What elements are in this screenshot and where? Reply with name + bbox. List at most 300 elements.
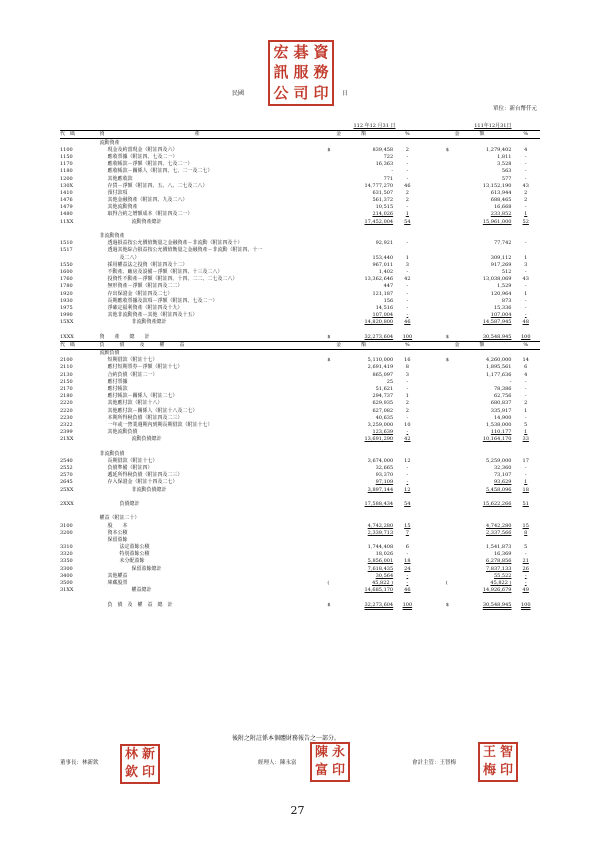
amount-prior: 873: [501, 297, 512, 304]
table-row: [60, 371, 540, 378]
currency-symbol: [446, 175, 455, 182]
amount-current: 32,273,604: [364, 333, 394, 340]
pct-current: 46: [404, 319, 411, 326]
currency-symbol: [446, 190, 455, 197]
row-label: 保留盈餘總計: [131, 565, 162, 572]
gap: [422, 371, 446, 378]
pct-current: 7: [405, 529, 409, 536]
currency-symbol: [327, 486, 336, 493]
amount-prior: 309,112: [490, 254, 512, 261]
pct-current: 100: [402, 333, 413, 340]
amount-prior: 15,961,000: [482, 218, 512, 225]
pct-prior: -: [524, 168, 527, 175]
title-right: 日: [341, 90, 348, 97]
amount-current: 40,635: [375, 414, 394, 421]
currency-symbol: [327, 587, 336, 594]
row-code: 2170: [60, 385, 73, 392]
amount-current: 2,691,419: [367, 364, 394, 371]
pct-current: -: [406, 378, 409, 385]
pct-current: [393, 537, 421, 544]
currency-symbol: [327, 386, 336, 393]
currency-symbol: [327, 429, 336, 436]
amount-prior: 14,900: [493, 414, 512, 421]
row-label: 非流動資產: [99, 233, 125, 239]
amount-prior: [454, 537, 511, 544]
gap: [422, 551, 446, 558]
gap: [422, 364, 446, 371]
amount-current: 92,921: [375, 240, 394, 247]
amount-current: 17,452,004: [364, 218, 394, 225]
amount-current: 13,362,646: [364, 276, 394, 283]
pct-current: 15: [404, 522, 411, 529]
currency-symbol: [327, 371, 336, 378]
amount-prior: 688,465: [490, 197, 512, 204]
pct-prior: 1: [524, 290, 528, 297]
amount-prior: [454, 515, 511, 522]
row-code: 3350: [60, 558, 73, 565]
gap: [422, 290, 446, 297]
row-label: 一年或一營業週期內到期長期借款（附註十七）: [107, 421, 213, 428]
currency-symbol: [327, 530, 336, 537]
accountant-label: 會計主管：王智梅: [412, 760, 457, 766]
row-code: 1479: [60, 204, 73, 211]
row-code: 1480: [60, 211, 73, 218]
gap: [422, 147, 446, 154]
table-row: [60, 580, 540, 587]
currency-symbol: [327, 400, 336, 407]
gap: [422, 218, 446, 225]
period-prior: 111年12月31日: [474, 123, 512, 130]
row-label: 庫藏股票: [107, 580, 128, 586]
pct-current: -: [406, 304, 409, 311]
amount-current: 967,011: [372, 261, 394, 268]
currency-symbol: [327, 501, 336, 508]
pct-prior: 1: [524, 211, 528, 218]
row-label: 長期借款（附註十七）: [107, 457, 158, 464]
spacer-row: [60, 326, 540, 333]
row-code: 1920: [60, 290, 73, 297]
currency-symbol: [446, 393, 455, 400]
pct-prior: 43: [522, 276, 529, 283]
row-label: 存貨－淨額（附註四、五、八、二七及二八）: [107, 182, 208, 189]
amount-prior: 233,852: [490, 211, 512, 218]
table-row: [60, 183, 540, 190]
pct-prior: 48: [522, 319, 529, 326]
row-code: 25XX: [60, 486, 74, 493]
row-label: 法定盈餘公積: [119, 544, 150, 551]
row-code: 31XX: [60, 587, 74, 594]
table-row: [60, 573, 540, 580]
row-code: 1100: [60, 146, 73, 153]
row-code: 3100: [60, 522, 73, 529]
row-label: 負債總計: [119, 500, 140, 507]
gap: [422, 573, 446, 580]
pct-prior: 26: [522, 565, 529, 572]
row-code: 2230: [60, 414, 73, 421]
gap: [422, 580, 446, 587]
currency-symbol: $: [327, 146, 331, 153]
pct-current: -: [406, 472, 409, 479]
pct-prior: 8: [524, 529, 528, 536]
pct-current: 100: [402, 601, 413, 608]
row-code: 1975: [60, 304, 73, 311]
currency-symbol: [446, 233, 455, 240]
table-row: [60, 349, 540, 357]
amount-prior: 1,279,402: [486, 146, 512, 153]
pct-current: -: [406, 572, 409, 579]
amount-current: 5,110,000: [367, 357, 394, 364]
row-code: 1550: [60, 261, 73, 268]
currency-symbol: [446, 530, 455, 537]
currency-symbol: [446, 371, 455, 378]
gap: [422, 283, 446, 290]
row-code: 2322: [60, 421, 73, 428]
amount-current: 14,820,800: [364, 319, 394, 326]
col-pct-header-current: %: [393, 341, 421, 349]
pct-current: -: [406, 429, 409, 436]
row-code: 1476: [60, 197, 73, 204]
amount-current: 3,259,000: [367, 421, 394, 428]
row-label: 未分配盈餘: [119, 558, 145, 565]
currency-symbol: [327, 190, 336, 197]
table-row: [60, 247, 540, 254]
manager-label: 經理人：陳永富: [258, 760, 297, 766]
currency-symbol: [446, 305, 455, 312]
gap: [422, 544, 446, 551]
currency-symbol: [446, 139, 455, 147]
gap: [422, 379, 446, 386]
pct-current: 8: [405, 364, 409, 371]
table-row: [60, 479, 540, 486]
amount-current: [336, 139, 393, 147]
pct-current: -: [406, 204, 409, 211]
amount-current: 14,516: [375, 304, 394, 311]
amount-prior: 10,164,170: [482, 436, 512, 443]
pct-current: 24: [404, 565, 411, 572]
row-label: 其他應付款－關係人（附註十八及二七）: [107, 407, 198, 414]
pct-current: -: [406, 153, 409, 160]
gap: [422, 247, 446, 254]
currency-symbol: [327, 175, 336, 182]
currency-symbol: [327, 204, 336, 211]
gap: [422, 386, 446, 393]
pct-prior: 18: [522, 486, 529, 493]
gap: [422, 298, 446, 305]
pct-current: 46: [404, 587, 411, 594]
period-current: 112 年12 月31 日: [353, 123, 396, 130]
pct-prior: 2: [524, 189, 528, 196]
spacer-row: [60, 226, 540, 233]
gap: [422, 501, 446, 508]
gap: [422, 357, 446, 364]
pct-prior: [511, 515, 540, 522]
currency-symbol: $: [445, 357, 449, 364]
pct-prior: -: [524, 414, 527, 421]
row-label: 無形資產－淨額（附註四及二二）: [107, 283, 183, 290]
currency-symbol: [327, 472, 336, 479]
currency-symbol: [446, 436, 455, 443]
title-left: 民國: [232, 90, 245, 97]
table-row: [60, 269, 540, 276]
gap: [422, 422, 446, 429]
currency-symbol: [327, 465, 336, 472]
row-label: 股 本: [107, 522, 128, 529]
currency-symbol: [446, 197, 455, 204]
gap: [422, 312, 446, 319]
currency-symbol: [446, 269, 455, 276]
amount-current: 17,588,434: [364, 500, 394, 507]
amount-prior: 120,964: [490, 290, 512, 297]
pct-prior: -: [524, 297, 527, 304]
currency-symbol: [446, 168, 455, 175]
currency-symbol: [446, 211, 455, 218]
pct-current: -: [406, 297, 409, 304]
amount-current: 631,507: [372, 189, 394, 196]
pct-prior: -: [524, 385, 527, 392]
currency-symbol: [327, 364, 336, 371]
row-label: 透過損益按公允價值衡量之金融資產－非流動（附註四及十）: [107, 240, 243, 247]
pct-prior: [511, 537, 540, 544]
pct-current: [393, 515, 421, 522]
col-amount-header-prior: 金 額: [454, 131, 511, 139]
table-row: [60, 254, 540, 261]
table-row: [60, 601, 540, 608]
currency-symbol: [327, 319, 336, 326]
currency-symbol: [327, 269, 336, 276]
row-code: 2570: [60, 472, 73, 479]
amount-current: 13,691,290: [364, 436, 394, 443]
row-code: 21XX: [60, 436, 74, 443]
pct-prior: [511, 233, 540, 240]
amount-prior: 3,528: [497, 161, 512, 168]
row-label: 現金及約當現金（附註四及六）: [107, 146, 178, 153]
currency-symbol: [446, 415, 455, 422]
row-code: 3200: [60, 529, 73, 536]
table-row: [60, 147, 540, 154]
currency-symbol: [327, 558, 336, 565]
pct-prior: -: [524, 551, 527, 558]
amount-prior: 4,260,000: [486, 357, 512, 364]
gap: [422, 262, 446, 269]
pct-prior: 17: [522, 457, 529, 464]
currency-symbol: [327, 565, 336, 572]
row-label: 非流動負債總計: [131, 486, 167, 493]
amount-prior: [454, 233, 511, 240]
amount-current: 214,026: [372, 211, 394, 218]
row-label: 應付票據: [107, 378, 128, 385]
pct-prior: 21: [522, 558, 529, 565]
currency-symbol: [446, 558, 455, 565]
currency-symbol: [327, 458, 336, 465]
gap: [422, 472, 446, 479]
col-code-header: 代 碼: [60, 341, 99, 349]
amount-current: 865,097: [372, 371, 394, 378]
pct-prior: -: [524, 204, 527, 211]
row-label: 應付帳款: [107, 385, 128, 392]
row-label: 流動負債: [99, 350, 120, 356]
gap: [422, 450, 446, 457]
amount-prior: 6,278,856: [486, 558, 512, 565]
amount-current: 3,897,144: [367, 486, 394, 493]
pct-current: 3: [405, 261, 409, 268]
amount-prior: [454, 349, 511, 357]
row-label: 短期借款（附註十七）: [107, 357, 158, 364]
gap: [422, 400, 446, 407]
row-label: 長期應收票據及款項－淨額（附註四、七及二一）: [107, 297, 218, 304]
table-row: [60, 501, 540, 508]
row-label: 流動資產總計: [131, 218, 162, 225]
amount-prior: 16,668: [493, 204, 512, 211]
table-row: [60, 305, 540, 312]
currency-symbol: [446, 161, 455, 168]
currency-symbol: [446, 501, 455, 508]
currency-symbol: [327, 573, 336, 580]
amount-prior: 1,895,561: [486, 364, 512, 371]
table-row: [60, 537, 540, 544]
pct-current: 2: [405, 146, 409, 153]
amount-prior: 335,917: [490, 407, 512, 414]
chairman-label: 董事長：林新欽: [60, 760, 99, 766]
currency-symbol: [327, 283, 336, 290]
row-label: 應付短期票券－淨額（附註十七）: [107, 364, 183, 371]
currency-symbol: [327, 407, 336, 414]
pct-prior: -: [524, 393, 527, 400]
chairman-seal: 林 新 欽 印: [120, 744, 160, 784]
pct-current: -: [406, 414, 409, 421]
amount-current: 97,109: [375, 479, 394, 486]
amount-current: 1,744,408: [367, 544, 394, 551]
table-row: [60, 515, 540, 522]
row-code: 1780: [60, 283, 73, 290]
pct-current: 12: [404, 486, 411, 493]
pct-current: 1: [405, 393, 409, 400]
currency-symbol: [327, 298, 336, 305]
col-assets-header: 資 產: [99, 131, 327, 139]
amount-prior: 110,177: [490, 429, 512, 436]
spacer-row: [60, 443, 540, 450]
table-row: [60, 364, 540, 371]
gap: [422, 558, 446, 565]
spacer-row: [60, 494, 540, 501]
gap: [422, 183, 446, 190]
row-label: 本期所得稅負債（附註四及二三）: [107, 414, 183, 421]
row-code: 2220: [60, 400, 73, 407]
currency-symbol: [446, 218, 455, 225]
gap: [422, 333, 446, 341]
pct-prior: 5: [524, 421, 528, 428]
pct-prior: 1: [524, 407, 528, 414]
row-code: 2130: [60, 371, 73, 378]
pct-current: -: [406, 268, 409, 275]
row-code: 130X: [60, 182, 74, 189]
amount-current: 2,339,713: [367, 529, 394, 536]
amount-current: 93,370: [375, 472, 394, 479]
currency-symbol: [327, 218, 336, 225]
currency-symbol: [327, 422, 336, 429]
pct-current: -: [406, 240, 409, 247]
row-code: 2645: [60, 479, 73, 486]
pct-current: -: [406, 290, 409, 297]
amount-current: 32,665: [375, 465, 394, 471]
table-row: [60, 211, 540, 218]
amount-prior: 5,259,000: [486, 457, 512, 464]
currency-symbol: [446, 515, 455, 522]
row-label: 負債準備（附註四）: [107, 465, 153, 471]
currency-symbol: [446, 319, 455, 326]
amount-prior: 62,756: [493, 393, 512, 400]
table-row: [60, 139, 540, 147]
table-row: [60, 436, 540, 443]
pct-prior: [511, 450, 540, 457]
currency-symbol: $: [445, 333, 449, 340]
currency-symbol: [446, 312, 455, 319]
amount-current: 156: [383, 297, 394, 304]
amount-prior: 577: [501, 175, 512, 182]
col-amount-header-current: 金 額: [336, 131, 393, 139]
row-code: [60, 515, 99, 522]
currency-symbol: [327, 312, 336, 319]
pct-current: 46: [404, 182, 411, 189]
row-code: 2399: [60, 429, 73, 436]
currency-symbol: [446, 154, 455, 161]
row-label: 其他權益: [107, 572, 128, 579]
currency-symbol: [327, 537, 336, 544]
amount-current: 4,742,280: [367, 522, 394, 529]
pct-prior: -: [524, 240, 527, 247]
pct-prior: -: [524, 312, 527, 319]
amount-current: [336, 515, 393, 522]
currency-symbol: [446, 400, 455, 407]
pct-prior: 6: [524, 364, 528, 371]
table-row: [60, 379, 540, 386]
gap: [422, 601, 446, 608]
gap: [422, 175, 446, 182]
pct-current: -: [406, 465, 409, 471]
amount-prior: 45,822 ): [490, 580, 512, 586]
pct-prior: [511, 247, 540, 254]
currency-symbol: [327, 479, 336, 486]
amount-prior: [454, 139, 511, 147]
amount-prior: 917,269: [490, 261, 512, 268]
row-label: 不動產、廠房及設備－淨額（附註四、十三及二八）: [107, 268, 223, 275]
amount-current: 107,004: [372, 312, 394, 319]
col-pct-header-prior: %: [511, 341, 540, 349]
row-label: 權益（附註二十）: [99, 515, 140, 522]
row-code: 1930: [60, 297, 73, 304]
currency-symbol: [327, 379, 336, 386]
table-row: [60, 415, 540, 422]
amount-prior: [454, 450, 511, 457]
amount-current: [336, 247, 393, 254]
amount-current: 629,935: [372, 400, 394, 407]
currency-symbol: [446, 183, 455, 190]
amount-current: 10,515: [375, 204, 394, 211]
amount-prior: 1,538,000: [486, 421, 512, 428]
spacer-row: [60, 594, 540, 601]
currency-symbol: [327, 139, 336, 147]
currency-symbol: [446, 247, 455, 254]
row-code: 1510: [60, 240, 73, 247]
amount-prior: 1,541,873: [486, 544, 512, 551]
table-row: [60, 218, 540, 225]
gap: [422, 233, 446, 240]
amount-current: 32,273,604: [364, 601, 394, 608]
row-code: 2552: [60, 465, 73, 471]
amount-current: [336, 537, 393, 544]
gap: [422, 211, 446, 218]
col-amount-header-prior: 金 額: [454, 341, 511, 349]
pct-current: 42: [404, 276, 411, 283]
